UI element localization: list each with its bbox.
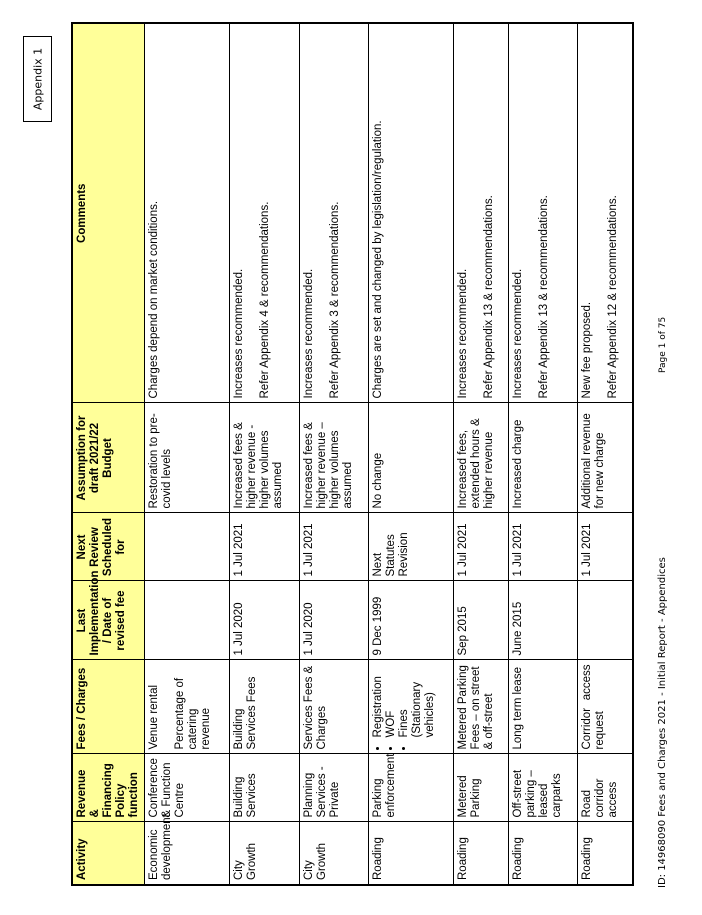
cell-comments — [508, 23, 578, 403]
cell-comments — [230, 23, 300, 403]
header-activity: Activity — [72, 822, 145, 885]
list-item: • WOF — [385, 665, 398, 738]
comment-line: Refer Appendix 12 & recommendations. — [607, 195, 620, 399]
header-next-review: Next Review Scheduled for — [72, 513, 145, 581]
cell-activity: Roading — [454, 822, 508, 885]
cell-policy: Metered Parking — [454, 754, 508, 822]
cell-comments — [369, 23, 454, 403]
table-row — [578, 23, 633, 885]
cell-fees: Metered Parking Fees – on street & off-street — [454, 660, 508, 754]
comment-line: Refer Appendix 13 & recommendations. — [483, 195, 496, 399]
header-last-implementation: Last Implementation / Date of revised fee — [72, 581, 145, 660]
comment-line: Increases recommended. — [457, 268, 470, 399]
cell-policy: Road corridor access — [578, 754, 633, 822]
comment-line: Refer Appendix 4 & recommendations. — [259, 201, 272, 399]
cell-last: June 2015 — [508, 581, 578, 660]
cell-last — [578, 581, 633, 660]
header-policy: Revenue & Financing Policy function — [72, 754, 145, 822]
cell-activity: City Growth — [299, 822, 369, 885]
cell-policy: Planning Services - Private — [299, 754, 369, 822]
cell-comments — [578, 23, 633, 403]
cell-comments — [454, 23, 508, 403]
header-comments: Comments — [72, 23, 145, 403]
cell-assumption: Increased fees & higher revenue – higher volumes assumed — [299, 403, 369, 513]
page-number: Page 1 of 75 — [658, 316, 668, 373]
header-row — [72, 23, 145, 885]
comment-line: Refer Appendix 3 & recommendations. — [328, 201, 341, 399]
header-assumption: Assumption for draft 2021/22 Budget — [72, 403, 145, 513]
cell-assumption: Increased fees, extended hours & higher revenue — [454, 403, 508, 513]
comment-line: Charges are set and changed by legislation/regulation. — [372, 120, 385, 399]
table-row — [299, 23, 369, 885]
cell-fees: Building Services Fees — [230, 660, 300, 754]
cell-last: 9 Dec 1999 — [369, 581, 454, 660]
cell-next: 1 Jul 2021 — [230, 513, 300, 581]
header-fees: Fees / Charges — [72, 660, 145, 754]
cell-fees: Services Fees & Charges — [299, 660, 369, 754]
fees-line: Percentage of catering revenue — [174, 677, 212, 750]
table-row — [508, 23, 578, 885]
cell-fees: Corridor access request — [578, 660, 633, 754]
cell-policy: Conference & Function Centre — [145, 754, 230, 822]
cell-assumption: Increased charge — [508, 403, 578, 513]
cell-assumption: Additional revenue for new charge — [578, 403, 633, 513]
comment-line: Refer Appendix 13 & recommendations. — [537, 195, 550, 399]
cell-comments — [299, 23, 369, 403]
cell-last: Sep 2015 — [454, 581, 508, 660]
cell-activity: Roading — [508, 822, 578, 885]
comment-line: Increases recommended. — [302, 268, 315, 399]
cell-next: 1 Jul 2021 — [299, 513, 369, 581]
cell-activity: Roading — [578, 822, 633, 885]
cell-activity: City Growth — [230, 822, 300, 885]
cell-fees: Long term lease — [508, 660, 578, 754]
appendix-label: Appendix 1 — [31, 47, 44, 111]
cell-assumption: Restoration to pre-covid levels — [145, 403, 230, 513]
comment-line: Charges depend on market conditions. — [148, 200, 160, 399]
table-row — [369, 23, 454, 885]
list-item: • Registration — [372, 665, 385, 738]
cell-comments — [145, 23, 230, 403]
cell-policy: Off-street parking – leased carparks — [508, 754, 578, 822]
cell-next: 1 Jul 2021 — [508, 513, 578, 581]
appendix-label-box — [23, 36, 52, 122]
cell-next: Next Statutes Revision — [369, 513, 454, 581]
cell-last: 1 Jul 2020 — [230, 581, 300, 660]
list-item: • Fines (Stationary vehicles) — [398, 665, 437, 738]
table-row — [454, 23, 508, 885]
comment-line: New fee proposed. — [581, 301, 594, 399]
footer-document-id: ID: 14968090 Fees and Charges 2021 - Initial Report - Appendices — [657, 557, 668, 888]
cell-last — [145, 581, 230, 660]
cell-next: 1 Jul 2021 — [454, 513, 508, 581]
cell-assumption: Increased fees & higher revenue - higher volumes assumed — [230, 403, 300, 513]
cell-assumption: No change — [369, 403, 454, 513]
cell-policy: Building Services — [230, 754, 300, 822]
table-row — [230, 23, 300, 885]
cell-next — [145, 513, 230, 581]
cell-fees — [145, 660, 230, 754]
fees-bullet-list — [372, 665, 437, 750]
comment-line: Increases recommended. — [511, 268, 524, 399]
fees-line: Venue rental — [148, 684, 160, 750]
fees-table — [71, 22, 634, 886]
cell-next: 1 Jul 2021 — [578, 513, 633, 581]
table-row — [145, 23, 230, 885]
comment-line: Increases recommended. — [233, 268, 246, 399]
cell-policy: Parking enforcement — [369, 754, 454, 822]
cell-last: 1 Jul 2020 — [299, 581, 369, 660]
cell-activity: Economic development — [145, 822, 230, 885]
fees-table-rotated — [71, 24, 634, 886]
cell-activity: Roading — [369, 822, 454, 885]
cell-fees — [369, 660, 454, 754]
